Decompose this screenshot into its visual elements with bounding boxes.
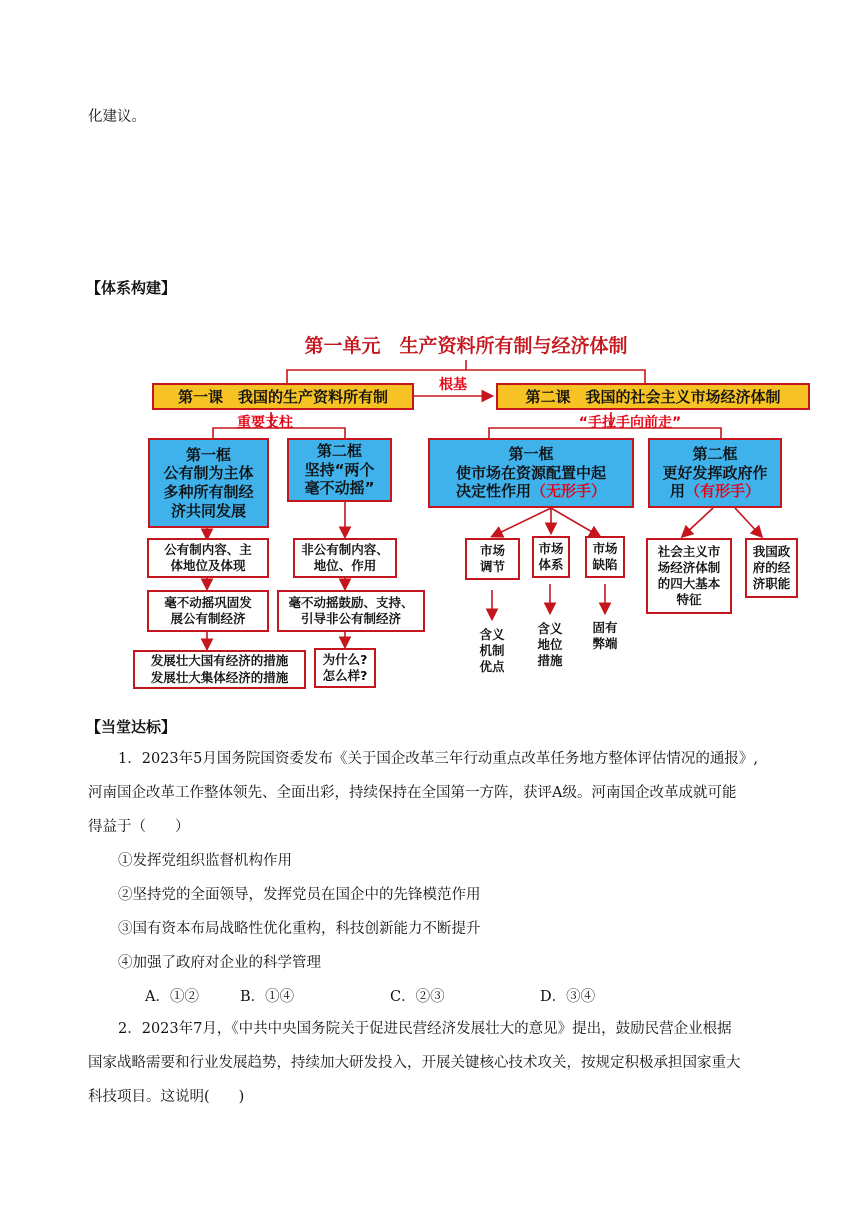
box-f-line2: 怎么样? xyxy=(322,668,368,683)
q1-option-3: ③国有资本布局战略性优化重构，科技创新能力不断提升 xyxy=(118,921,481,937)
frame3-line1: 第一框 xyxy=(508,444,554,463)
frame1-line4: 济共同发展 xyxy=(170,501,246,520)
box-a-line2: 体地位及体现 xyxy=(170,558,246,573)
s1-line2: 场经济体制 xyxy=(657,559,721,575)
frame4-box xyxy=(648,438,782,508)
box-measures xyxy=(133,650,306,689)
t3-line2: 弊端 xyxy=(592,636,618,651)
top-text: 化建议。 xyxy=(88,109,146,125)
frame2-line1: 第二框 xyxy=(316,441,362,460)
q1-option-1: ①发挥党组织监督机构作用 xyxy=(118,853,292,869)
s1-line1: 社会主义市 xyxy=(657,543,721,559)
box-b-line2: 展公有制经济 xyxy=(170,611,246,626)
section-heading-practice: 【当堂达标】 xyxy=(86,718,177,736)
t2-line2: 地位 xyxy=(537,636,563,652)
box-market-defect xyxy=(585,536,625,578)
frame3-line2: 使市场在资源配置中起 xyxy=(455,463,606,482)
frame4-line3: 用 xyxy=(669,482,685,501)
frame1-box xyxy=(148,438,269,528)
q1-choice-c: C．②③ xyxy=(390,989,445,1005)
q1-option-2: ②坚持党的全面领导，发挥党员在国企中的先锋模范作用 xyxy=(118,887,481,903)
q2-line3: 科技项目。这说明( ) xyxy=(88,1089,245,1105)
q1-choice-a: A．①② xyxy=(145,989,199,1005)
m1-line2: 调节 xyxy=(479,559,505,574)
q2-line2: 国家战略需要和行业发展趋势，持续加大研发投入，开展关键核心技术攻关，按规定积极承担国家重大 xyxy=(88,1055,741,1071)
box-e-line1: 毫不动摇鼓励、支持、 xyxy=(288,594,414,610)
box-b-line1: 毫不动摇巩固发 xyxy=(164,594,252,610)
frame2-line3: 毫不动摇” xyxy=(304,479,375,498)
s2-line1: 我国政 xyxy=(752,543,791,559)
frame3-box xyxy=(428,438,634,508)
frame1-line2: 公有制为主体 xyxy=(163,464,254,483)
frame4-line1: 第二框 xyxy=(692,444,738,463)
t1-line3: 优点 xyxy=(479,659,505,675)
frame2-box xyxy=(287,438,392,502)
s2-line3: 济职能 xyxy=(752,576,791,592)
box-d-line2: 地位、作用 xyxy=(313,558,377,573)
m2-line1: 市场 xyxy=(538,540,564,556)
m1-line1: 市场 xyxy=(479,542,505,558)
text-regulation-detail xyxy=(472,622,512,680)
box-nonpublic-content xyxy=(293,538,397,578)
hand-label: “手拉手向前走” xyxy=(578,415,682,431)
m3-line1: 市场 xyxy=(592,540,618,556)
t1-line1: 含义 xyxy=(479,626,505,642)
m2-line2: 体系 xyxy=(538,557,564,572)
t2-line3: 措施 xyxy=(537,653,563,669)
frame2-line2: 坚持“两个 xyxy=(304,460,375,479)
frame3-red: （无形手） xyxy=(531,482,607,501)
box-why-how xyxy=(314,648,376,688)
box-market-regulation xyxy=(465,538,520,580)
frame3-line3: 决定性作用 xyxy=(455,482,531,501)
q1-line3: 得益于（ ） xyxy=(88,819,190,835)
q1-line1: 1．2023年5月国务院国资委发布《关于国企改革三年行动重点改革任务地方整体评估情况的通报》, xyxy=(118,751,758,767)
unit-title: 第一单元 生产资料所有制与经济体制 xyxy=(304,334,628,357)
box-e-line2: 引导非公有制经济 xyxy=(300,611,401,626)
q1-choice-b: B．①④ xyxy=(240,989,295,1005)
m3-line2: 缺陷 xyxy=(592,557,618,572)
q2-line1: 2．2023年7月，《中共中央国务院关于促进民营经济发展壮大的意见》提出，鼓励民营企业根据 xyxy=(118,1021,732,1037)
q1-line2: 河南国企改革工作整体领先、全面出彩，持续保持在全国第一方阵，获评A级。河南国企改革成就可能 xyxy=(88,785,737,801)
t3-line1: 固有 xyxy=(592,619,618,635)
frame1-line1: 第一框 xyxy=(185,445,231,464)
box-consolidate-public xyxy=(147,590,269,632)
lesson2-box: 第二课 我国的社会主义市场经济体制 xyxy=(496,383,810,410)
frame4-line2: 更好发挥政府作 xyxy=(662,463,768,482)
s2-line2: 府的经 xyxy=(752,559,791,575)
box-public-content xyxy=(147,538,269,578)
t1-line2: 机制 xyxy=(479,642,505,658)
section-heading-system: 【体系构建】 xyxy=(86,279,177,297)
support-label: 重要支柱 xyxy=(237,415,293,431)
box-gov-functions xyxy=(745,538,798,598)
link-label: 根基 xyxy=(439,377,467,393)
text-system-detail xyxy=(530,616,570,674)
box-c-line2: 发展壮大集体经济的措施 xyxy=(150,669,289,685)
q1-option-4: ④加强了政府对企业的科学管理 xyxy=(118,955,321,971)
s1-line4: 特征 xyxy=(676,592,702,608)
t2-line1: 含义 xyxy=(537,620,563,636)
box-a-line1: 公有制内容、主 xyxy=(164,541,252,557)
q1-choice-d: D．③④ xyxy=(540,989,596,1005)
text-defect-detail xyxy=(585,616,625,656)
frame4-red: （有形手） xyxy=(685,482,761,501)
box-market-system xyxy=(532,536,570,578)
lesson1-box: 第一课 我国的生产资料所有制 xyxy=(152,383,414,410)
knowledge-diagram xyxy=(121,310,818,696)
box-c-line1: 发展壮大国有经济的措施 xyxy=(150,653,289,669)
box-f-line1: 为什么? xyxy=(322,651,368,667)
box-encourage-nonpublic xyxy=(277,590,425,632)
s1-line3: 的四大基本 xyxy=(657,576,721,591)
frame1-line3: 多种所有制经 xyxy=(163,483,254,501)
box-four-features xyxy=(646,538,732,614)
box-d-line1: 非公有制内容、 xyxy=(301,541,389,557)
